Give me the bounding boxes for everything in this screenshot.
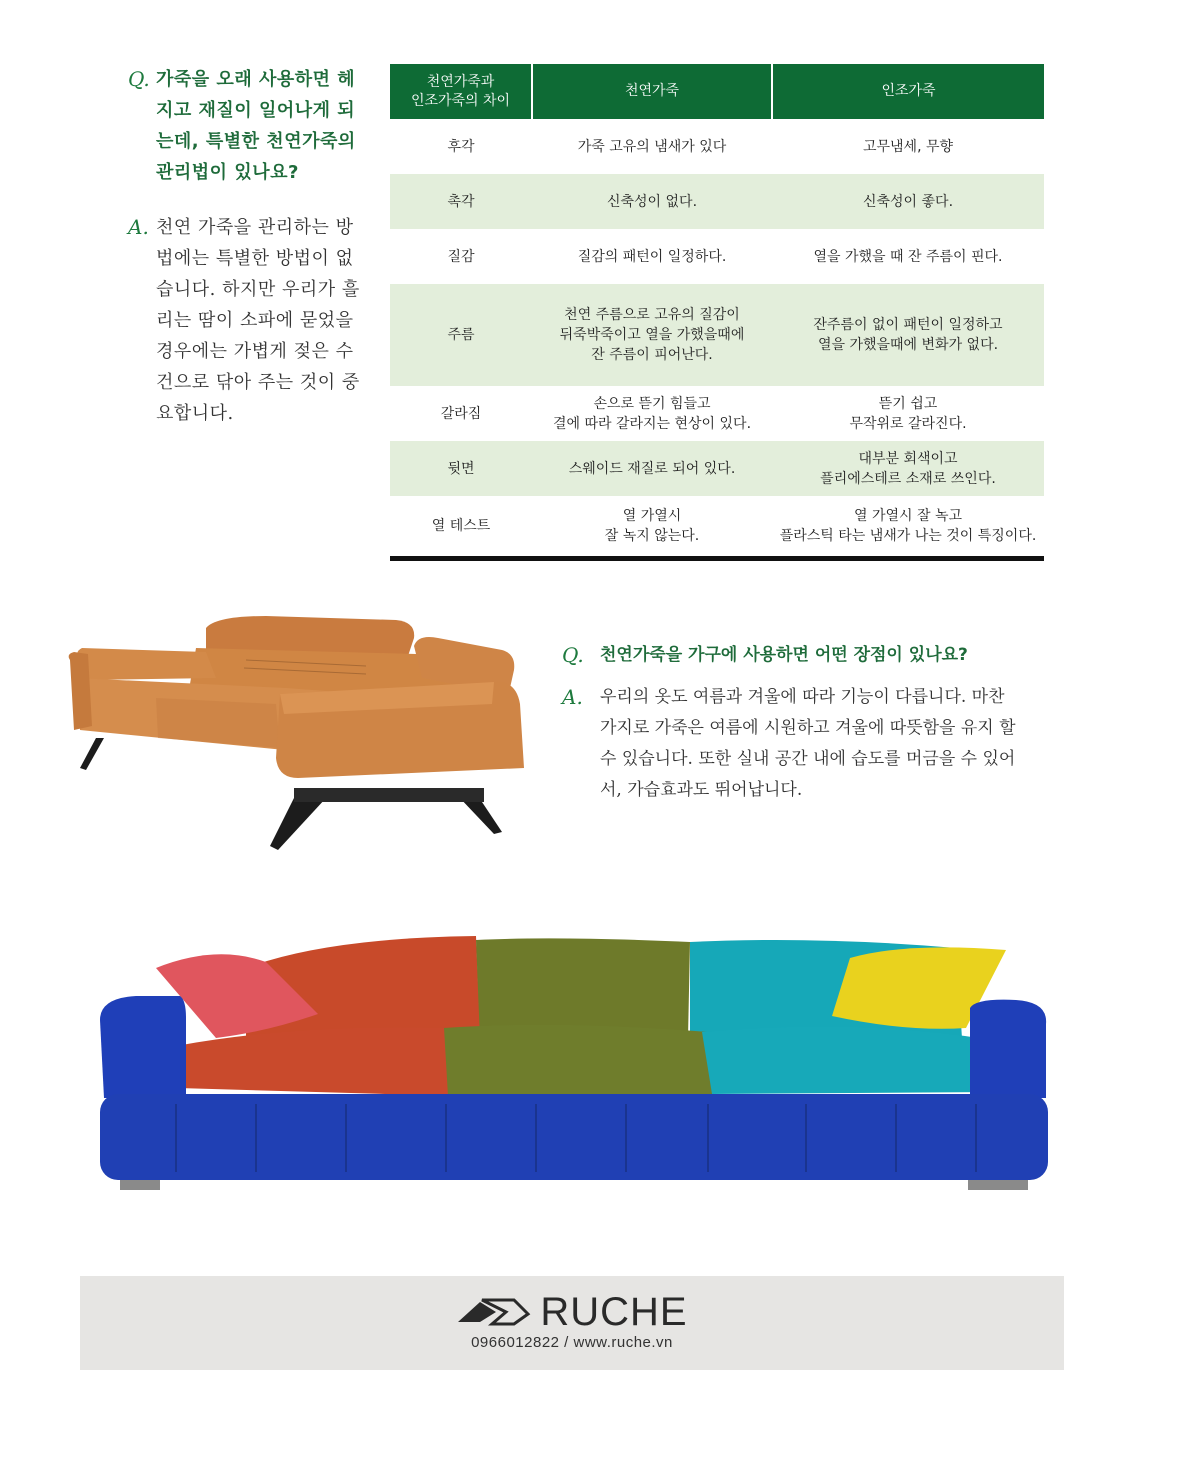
answer-text [600,682,1016,806]
cell-line: 플라스틱 타는 냄새가 나는 것이 특징이다. [779,527,1037,544]
cell-line: 열을 가했을 때 잔 주름이 핀다. [813,248,1003,265]
cell-line: 잔 주름이 피어난다. [591,347,713,363]
answer-line: 수 있습니다. 또한 실내 공간 내에 습도를 머금을 수 있어 [600,749,1016,769]
cell-line: 뒤죽박죽이고 열을 가했을때에 [559,327,745,343]
cell-line: 대부분 회색이고 [858,450,958,467]
header-natural-leather: 천연가죽 [532,64,772,119]
cell-line: 무작위로 갈라진다. [849,415,967,432]
question-line: 는데, 특별한 천연가죽의 [156,131,356,152]
row-label: 주름 [390,284,532,386]
leather-comparison-table [390,64,1044,561]
row-label: 뒷면 [390,441,532,496]
cell-line: 천연 주름으로 고유의 질감이 [564,307,740,323]
header-line: 인조가죽의 차이 [410,92,511,109]
answer-line: 법에는 특별한 방법이 없 [156,248,354,269]
question-block [128,64,360,188]
synthetic-cell [772,229,1044,284]
natural-cell [532,229,772,284]
cell-line: 결에 따라 갈라지는 현상이 있다. [552,415,752,432]
answer-line: 습니다. 하지만 우리가 흘 [156,279,360,300]
row-label: 갈라짐 [390,386,532,441]
natural-cell [532,496,772,558]
cell-line: 고무냄세, 무향 [862,138,954,155]
row-label: 열 테스트 [390,496,532,558]
cell-line: 열 가열시 [622,507,682,524]
brand-row [80,1288,1064,1336]
cell-line: 뜯기 쉽고 [878,395,938,412]
answer-line: 경우에는 가볍게 젖은 수 [156,341,354,362]
cell-line: 질감의 패턴이 일정하다. [577,248,727,265]
natural-cell [532,119,772,174]
cell-line: 잔주름이 없이 패턴이 일정하고 [813,317,1003,333]
blue-sofa-image [96,928,1056,1200]
table-row [390,441,1044,496]
cell-line: 신축성이 좋다. [862,193,954,210]
a-marker: A. [128,215,149,239]
answer-line: 서, 가습효과도 뛰어납니다. [600,780,803,800]
table-row [390,174,1044,229]
ruche-logo-icon [456,1292,532,1332]
cell-line: 가죽 고유의 냄새가 있다 [577,138,727,155]
cell-line: 플리에스테르 소재로 쓰인다. [820,470,996,487]
table-row [390,284,1044,386]
table-row [390,386,1044,441]
table-row [390,496,1044,558]
natural-cell [532,441,772,496]
cell-line: 손으로 뜯기 힘들고 [593,395,711,412]
row-label: 질감 [390,229,532,284]
row-label: 촉각 [390,174,532,229]
a-marker: A. [562,685,583,709]
footer-banner [80,1276,1064,1370]
cell-line: 열 가열시 잘 녹고 [853,507,963,524]
answer-block [128,212,360,429]
answer-line: 천연 가죽을 관리하는 방 [156,217,354,238]
qa-leather-benefits [562,640,1032,806]
cell-line: 잘 녹지 않는다. [604,527,700,544]
table-row [390,229,1044,284]
contact-info: 0966012822 / www.ruche.vn [471,1334,673,1351]
synthetic-cell [772,441,1044,496]
q-marker: Q. [562,643,584,667]
header-line: 천연가죽과 [426,73,495,90]
question-line: 관리법이 있나요? [156,162,299,183]
cell-line: 스웨이드 재질로 되어 있다. [568,460,736,477]
brand-name: RUCHE [540,1290,688,1334]
qa-leather-care [128,64,360,429]
question-block [562,640,1032,670]
orange-leather-sofa-image [66,608,526,858]
answer-line: 우리의 옷도 여름과 겨울에 따라 기능이 다릅니다. 마찬 [600,687,1005,707]
question-text [156,64,356,188]
question-text: 천연가죽을 가구에 사용하면 어떤 장점이 있나요? [600,645,968,665]
answer-line: 리는 땀이 소파에 묻었을 [156,310,354,331]
answer-line: 건으로 닦아 주는 것이 중 [156,372,360,393]
natural-cell [532,386,772,441]
synthetic-cell [772,119,1044,174]
synthetic-cell [772,174,1044,229]
header-difference [390,64,532,119]
synthetic-cell [772,496,1044,558]
synthetic-cell [772,386,1044,441]
question-line: 지고 재질이 일어나게 되 [156,100,356,121]
cell-line: 열을 가했을때에 변화가 없다. [817,337,999,353]
header-synthetic-leather: 인조가죽 [772,64,1044,119]
answer-line: 요합니다. [156,403,234,424]
table-row [390,119,1044,174]
cell-line: 신축성이 없다. [606,193,698,210]
natural-cell [532,284,772,386]
synthetic-cell [772,284,1044,386]
answer-block [562,682,1032,806]
table-header-row [390,64,1044,119]
natural-cell [532,174,772,229]
question-line: 가죽을 오래 사용하면 헤 [156,69,356,90]
row-label: 후각 [390,119,532,174]
answer-line: 가지로 가죽은 여름에 시원하고 겨울에 따뜻함을 유지 할 [600,718,1016,738]
answer-text [156,212,360,429]
q-marker: Q. [128,67,150,91]
